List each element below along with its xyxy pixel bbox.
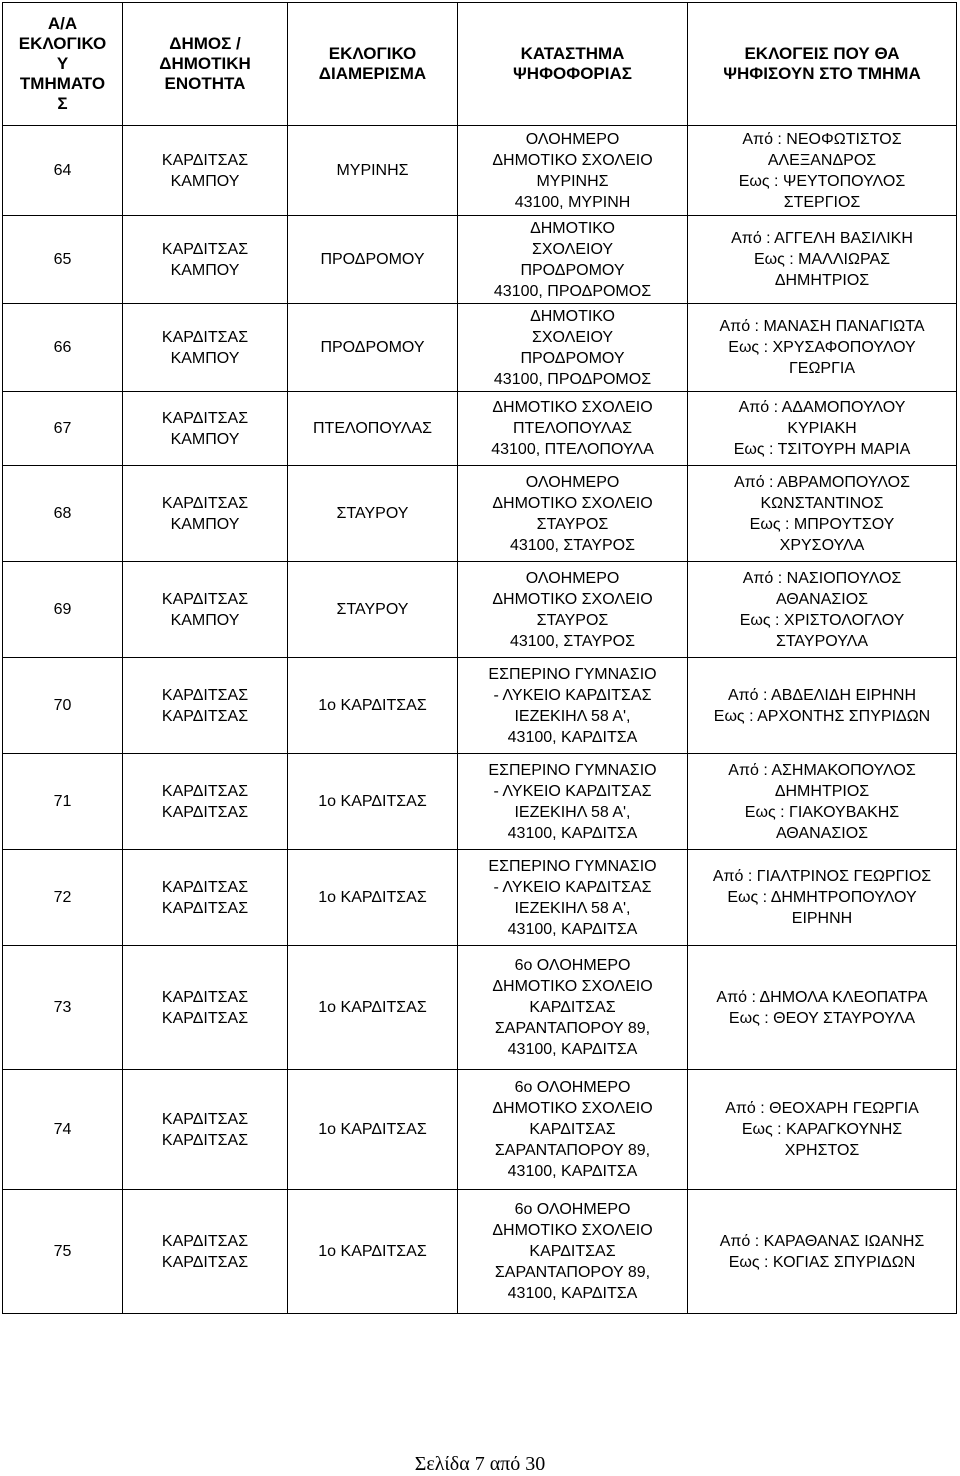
municipality-cell-line: ΚΑΡΔΙΤΣΑΣ: [161, 988, 249, 1006]
polling-station-cell: [458, 562, 688, 658]
electoral-district-cell-line: ΠΤΕΛΟΠΟΥΛΑΣ: [312, 420, 432, 437]
voters-range-cell-line: Εως : ΚΑΡΑΓΚΟΥΝΗΣ: [741, 1121, 903, 1138]
voters-range-cell-line: Από : ΑΒΔΕΛΙΔΗ ΕΙΡΗΝΗ: [727, 686, 917, 704]
header-text-line: ΨΗΦΟΦΟΡΙΑΣ: [513, 64, 632, 83]
municipality-cell-line: ΚΑΜΠΟΥ: [170, 349, 240, 367]
voters-range-cell-line: Εως : ΤΣΙΤΟΥΡΗ ΜΑΡΙΑ: [733, 441, 911, 458]
municipality-cell-line: ΚΑΡΔΙΤΣΑΣ: [161, 494, 249, 512]
electoral-district-cell-line: 1ο ΚΑΡΔΙΤΣΑΣ: [318, 793, 427, 810]
electoral-district-cell: [288, 1190, 458, 1314]
electoral-district-cell: [288, 658, 458, 754]
header-text-line: ΔΗΜΟΣ /: [169, 34, 241, 53]
voters-range-cell-line: Από : ΑΣΗΜΑΚΟΠΟΥΛΟΣ: [728, 761, 916, 779]
polling-station-cell: [458, 216, 688, 304]
polling-stations-table-wrapper: [2, 2, 956, 1314]
polling-station-cell-line: 6ο ΟΛΟΗΜΕΡΟ: [514, 1201, 631, 1218]
municipality-cell: [123, 304, 288, 392]
electoral-district-cell: [288, 754, 458, 850]
polling-station-cell-line: ΙΕΖΕΚΙΗΛ 58 Α',: [514, 899, 631, 917]
header-text-line: ΚΑΤΑΣΤΗΜΑ: [520, 44, 625, 63]
electoral-district-cell-line: ΣΤΑΥΡΟΥ: [336, 601, 409, 618]
municipality-cell-line: ΚΑΡΔΙΤΣΑΣ: [161, 686, 249, 704]
polling-station-cell-line: ΕΣΠΕΡΙΝΟ ΓΥΜΝΑΣΙΟ: [488, 665, 657, 683]
voters-range-cell-line: Από : ΑΒΡΑΜΟΠΟΥΛΟΣ: [734, 473, 910, 491]
polling-station-cell-line: 43100, ΜΥΡΙΝΗ: [514, 193, 631, 211]
polling-station-cell-line: 43100, ΚΑΡΔΙΤΣΑ: [507, 728, 638, 746]
header-text-line: ΨΗΦΙΣΟΥΝ ΣΤΟ ΤΜΗΜΑ: [723, 64, 921, 83]
polling-station-cell-line: ΚΑΡΔΙΤΣΑΣ: [529, 999, 616, 1016]
table-row: [3, 658, 957, 754]
table-row: [3, 1070, 957, 1190]
header-electoral-district: [288, 3, 458, 126]
municipality-cell-line: ΚΑΡΔΙΤΣΑΣ: [161, 782, 249, 800]
polling-station-cell-line: ΙΕΖΕΚΙΗΛ 58 Α',: [514, 707, 631, 725]
section-number-cell: [3, 946, 123, 1070]
section-number-cell-text: 75: [53, 1243, 72, 1260]
polling-station-cell-line: 6ο ΟΛΟΗΜΕΡΟ: [514, 1079, 631, 1096]
voters-range-cell-line: ΣΤΕΡΓΙΟΣ: [783, 193, 861, 211]
municipality-cell-line: ΚΑΡΔΙΤΣΑΣ: [161, 409, 249, 427]
electoral-district-cell: [288, 946, 458, 1070]
header-polling-station: [458, 3, 688, 126]
section-number-cell: [3, 1070, 123, 1190]
voters-range-cell: [688, 466, 957, 562]
polling-station-cell: [458, 304, 688, 392]
polling-station-cell: [458, 466, 688, 562]
voters-range-cell: [688, 850, 957, 946]
polling-station-cell-line: ΠΡΟΔΡΟΜΟΥ: [520, 261, 625, 279]
voters-range-cell-line: Από : ΚΑΡΑΘΑΝΑΣ ΙΩΑΝΗΣ: [719, 1232, 925, 1250]
table-row: [3, 754, 957, 850]
table-row: [3, 466, 957, 562]
polling-station-cell-line: - ΛΥΚΕΙΟ ΚΑΡΔΙΤΣΑΣ: [493, 782, 652, 800]
polling-station-cell-line: ΔΗΜΟΤΙΚΟ: [530, 307, 615, 325]
header-text-line: Υ: [56, 54, 69, 73]
municipality-cell: [123, 562, 288, 658]
voters-range-cell-line: Από : ΔΗΜΟΛΑ ΚΛΕΟΠΑΤΡΑ: [716, 988, 928, 1006]
section-number-cell: [3, 562, 123, 658]
section-number-cell: [3, 216, 123, 304]
municipality-cell-line: ΚΑΜΠΟΥ: [170, 430, 240, 448]
voters-range-cell-line: ΧΡΗΣΤΟΣ: [784, 1142, 860, 1159]
polling-station-cell-line: ΚΑΡΔΙΤΣΑΣ: [529, 1121, 616, 1138]
polling-station-cell-line: ΜΥΡΙΝΗΣ: [536, 172, 609, 190]
polling-station-cell-line: ΙΕΖΕΚΙΗΛ 58 Α',: [514, 803, 631, 821]
header-text-line: ΔΗΜΟΤΙΚΗ: [159, 54, 251, 73]
voters-range-cell-line: Εως : ΔΗΜΗΤΡΟΠΟΥΛΟΥ: [727, 889, 917, 906]
polling-station-cell: [458, 392, 688, 466]
voters-range-cell: [688, 1190, 957, 1314]
voters-range-cell-line: Εως : ΧΡΙΣΤΟΛΟΓΛΟΥ: [739, 611, 905, 629]
polling-station-cell-line: ΔΗΜΟΤΙΚΟ ΣΧΟΛΕΙΟ: [492, 399, 653, 416]
voters-range-cell-line: Από : ΘΕΟΧΑΡΗ ΓΕΩΡΓΙΑ: [725, 1100, 919, 1117]
polling-station-cell-line: 6ο ΟΛΟΗΜΕΡΟ: [514, 957, 631, 974]
municipality-cell-line: ΚΑΡΔΙΤΣΑΣ: [161, 151, 249, 169]
polling-station-cell-line: ΔΗΜΟΤΙΚΟ: [530, 219, 615, 237]
polling-station-cell-line: ΣΤΑΥΡΟΣ: [536, 611, 609, 629]
municipality-cell-line: ΚΑΡΔΙΤΣΑΣ: [161, 803, 249, 821]
voters-range-cell-line: ΑΘΑΝΑΣΙΟΣ: [775, 590, 869, 608]
voters-range-cell-line: Από : ΝΑΣΙΟΠΟΥΛΟΣ: [742, 569, 902, 587]
polling-station-cell-line: 43100, ΠΡΟΔΡΟΜΟΣ: [493, 370, 652, 388]
header-text-line: ΤΜΗΜΑΤΟ: [19, 74, 106, 93]
electoral-district-cell: [288, 466, 458, 562]
header-section-number: [3, 3, 123, 126]
electoral-district-cell-line: 1ο ΚΑΡΔΙΤΣΑΣ: [318, 697, 427, 714]
municipality-cell: [123, 216, 288, 304]
municipality-cell-line: ΚΑΡΔΙΤΣΑΣ: [161, 1232, 249, 1250]
section-number-cell-text: 69: [53, 601, 72, 618]
table-row: [3, 126, 957, 216]
electoral-district-cell: [288, 850, 458, 946]
voters-range-cell-line: Εως : ΨΕΥΤΟΠΟΥΛΟΣ: [738, 172, 906, 190]
municipality-cell: [123, 1070, 288, 1190]
table-row: [3, 392, 957, 466]
polling-station-cell: [458, 658, 688, 754]
table-body: [3, 126, 957, 1314]
polling-station-cell-line: ΣΑΡΑΝΤΑΠΟΡΟΥ 89,: [494, 1020, 651, 1037]
section-number-cell: [3, 392, 123, 466]
polling-station-cell-line: 43100, ΚΑΡΔΙΤΣΑ: [507, 1041, 638, 1058]
municipality-cell-line: ΚΑΡΔΙΤΣΑΣ: [161, 878, 249, 896]
section-number-cell: [3, 466, 123, 562]
polling-station-cell-line: 43100, ΠΡΟΔΡΟΜΟΣ: [493, 282, 652, 300]
polling-station-cell-line: ΣΤΑΥΡΟΣ: [536, 515, 609, 533]
header-text-line: Σ: [57, 94, 68, 113]
polling-station-cell-line: ΔΗΜΟΤΙΚΟ ΣΧΟΛΕΙΟ: [492, 494, 653, 512]
municipality-cell-line: ΚΑΡΔΙΤΣΑΣ: [161, 899, 249, 917]
section-number-cell-text: 67: [53, 420, 72, 437]
polling-stations-table: [2, 2, 957, 1314]
section-number-cell-text: 70: [53, 697, 72, 714]
municipality-cell: [123, 658, 288, 754]
page-number-label: Σελίδα 7 από 30: [414, 1453, 546, 1475]
section-number-cell-text: 72: [53, 889, 72, 906]
polling-station-cell: [458, 1190, 688, 1314]
section-number-cell: [3, 754, 123, 850]
polling-station-cell-line: ΔΗΜΟΤΙΚΟ ΣΧΟΛΕΙΟ: [492, 590, 653, 608]
voters-range-cell-line: Εως : ΘΕΟΥ ΣΤΑΥΡΟΥΛΑ: [728, 1009, 916, 1027]
polling-station-cell: [458, 1070, 688, 1190]
header-text-line: ΕΝΟΤΗΤΑ: [164, 74, 246, 93]
polling-station-cell-line: 43100, ΚΑΡΔΙΤΣΑ: [507, 1285, 638, 1302]
municipality-cell: [123, 392, 288, 466]
table-row: [3, 946, 957, 1070]
polling-station-cell-line: ΔΗΜΟΤΙΚΟ ΣΧΟΛΕΙΟ: [492, 1100, 653, 1117]
municipality-cell: [123, 946, 288, 1070]
polling-station-cell-line: 43100, ΠΤΕΛΟΠΟΥΛΑ: [491, 441, 654, 458]
header-text-line: Α/Α: [47, 14, 78, 33]
header-text-line: ΕΚΛΟΓΕΙΣ ΠΟΥ ΘΑ: [744, 44, 900, 63]
polling-station-cell-line: ΟΛΟΗΜΕΡΟ: [525, 569, 620, 587]
polling-station-cell: [458, 754, 688, 850]
table-row: [3, 850, 957, 946]
voters-range-cell-line: Από : ΑΓΓΕΛΗ ΒΑΣΙΛΙΚΗ: [731, 230, 913, 247]
polling-station-cell-line: ΕΣΠΕΡΙΝΟ ΓΥΜΝΑΣΙΟ: [488, 857, 657, 875]
municipality-cell: [123, 466, 288, 562]
polling-station-cell-line: ΣΧΟΛΕΙΟΥ: [531, 328, 614, 346]
voters-range-cell-line: Εως : ΜΠΡΟΥΤΣΟΥ: [749, 515, 895, 533]
voters-range-cell: [688, 562, 957, 658]
voters-range-cell-line: Από : ΝΕΟΦΩΤΙΣΤΟΣ: [742, 130, 902, 148]
voters-range-cell-line: ΕΙΡΗΝΗ: [791, 910, 853, 927]
electoral-district-cell-line: ΜΥΡΙΝΗΣ: [336, 162, 409, 179]
voters-range-cell-line: ΑΛΕΞΑΝΔΡΟΣ: [767, 151, 877, 169]
voters-range-cell-line: ΔΗΜΗΤΡΙΟΣ: [774, 272, 870, 289]
polling-station-cell-line: 43100, ΣΤΑΥΡΟΣ: [509, 632, 636, 650]
voters-range-cell: [688, 216, 957, 304]
municipality-cell: [123, 126, 288, 216]
municipality-cell: [123, 754, 288, 850]
section-number-cell-text: 64: [53, 162, 72, 179]
polling-station-cell-line: - ΛΥΚΕΙΟ ΚΑΡΔΙΤΣΑΣ: [493, 878, 652, 896]
section-number-cell: [3, 304, 123, 392]
section-number-cell: [3, 850, 123, 946]
voters-range-cell-line: Εως : ΧΡΥΣΑΦΟΠΟΥΛΟΥ: [728, 339, 916, 356]
electoral-district-cell: [288, 216, 458, 304]
header-municipality: [123, 3, 288, 126]
table-row: [3, 1190, 957, 1314]
electoral-district-cell: [288, 392, 458, 466]
polling-station-cell-line: ΠΡΟΔΡΟΜΟΥ: [520, 349, 625, 367]
voters-range-cell-line: Εως : ΚΟΓΙΑΣ ΣΠΥΡΙΔΩΝ: [728, 1253, 916, 1271]
polling-station-cell: [458, 850, 688, 946]
header-row: [3, 3, 957, 126]
polling-station-cell-line: - ΛΥΚΕΙΟ ΚΑΡΔΙΤΣΑΣ: [493, 686, 652, 704]
voters-range-cell-line: Από : ΜΑΝΑΣΗ ΠΑΝΑΓΙΩΤΑ: [719, 318, 925, 335]
voters-range-cell: [688, 658, 957, 754]
table-header: [3, 3, 957, 126]
polling-station-cell-line: ΕΣΠΕΡΙΝΟ ΓΥΜΝΑΣΙΟ: [488, 761, 657, 779]
polling-station-cell-line: ΚΑΡΔΙΤΣΑΣ: [529, 1243, 616, 1260]
polling-station-cell-line: ΔΗΜΟΤΙΚΟ ΣΧΟΛΕΙΟ: [492, 1222, 653, 1239]
municipality-cell-line: ΚΑΡΔΙΤΣΑΣ: [161, 1253, 249, 1271]
electoral-district-cell-line: ΣΤΑΥΡΟΥ: [336, 505, 409, 522]
municipality-cell-line: ΚΑΡΔΙΤΣΑΣ: [161, 590, 249, 608]
electoral-district-cell: [288, 126, 458, 216]
table-row: [3, 216, 957, 304]
voters-range-cell: [688, 754, 957, 850]
polling-station-cell-line: ΟΛΟΗΜΕΡΟ: [525, 473, 620, 491]
polling-station-cell-line: ΣΧΟΛΕΙΟΥ: [531, 240, 614, 258]
polling-station-cell-line: ΟΛΟΗΜΕΡΟ: [525, 130, 620, 148]
polling-station-cell-line: 43100, ΣΤΑΥΡΟΣ: [509, 536, 636, 554]
header-text-line: ΔΙΑΜΕΡΙΣΜΑ: [318, 64, 427, 83]
section-number-cell: [3, 1190, 123, 1314]
municipality-cell: [123, 850, 288, 946]
polling-station-cell: [458, 946, 688, 1070]
polling-station-cell: [458, 126, 688, 216]
polling-station-cell-line: ΣΑΡΑΝΤΑΠΟΡΟΥ 89,: [494, 1142, 651, 1159]
voters-range-cell: [688, 126, 957, 216]
electoral-district-cell-line: 1ο ΚΑΡΔΙΤΣΑΣ: [318, 999, 427, 1016]
section-number-cell-text: 66: [53, 339, 72, 356]
polling-station-cell-line: ΔΗΜΟΤΙΚΟ ΣΧΟΛΕΙΟ: [492, 151, 653, 169]
polling-station-cell-line: ΣΑΡΑΝΤΑΠΟΡΟΥ 89,: [494, 1264, 651, 1281]
header-voters: [688, 3, 957, 126]
electoral-district-cell: [288, 304, 458, 392]
municipality-cell-line: ΚΑΡΔΙΤΣΑΣ: [161, 1131, 249, 1149]
header-text-line: ΕΚΛΟΓΙΚΟ: [328, 44, 417, 63]
voters-range-cell-line: ΚΩΝΣΤΑΝΤΙΝΟΣ: [760, 494, 884, 512]
polling-station-cell-line: 43100, ΚΑΡΔΙΤΣΑ: [507, 1163, 638, 1180]
municipality-cell-line: ΚΑΜΠΟΥ: [170, 261, 240, 279]
voters-range-cell-line: ΓΕΩΡΓΙΑ: [788, 360, 856, 377]
voters-range-cell-line: ΑΘΑΝΑΣΙΟΣ: [775, 824, 869, 842]
section-number-cell-text: 68: [53, 505, 72, 522]
electoral-district-cell-line: 1ο ΚΑΡΔΙΤΣΑΣ: [318, 1121, 427, 1138]
polling-station-cell-line: 43100, ΚΑΡΔΙΤΣΑ: [507, 824, 638, 842]
municipality-cell: [123, 1190, 288, 1314]
polling-station-cell-line: ΠΤΕΛΟΠΟΥΛΑΣ: [512, 420, 632, 437]
section-number-cell: [3, 126, 123, 216]
municipality-cell-line: ΚΑΜΠΟΥ: [170, 515, 240, 533]
municipality-cell-line: ΚΑΜΠΟΥ: [170, 172, 240, 190]
section-number-cell-text: 71: [53, 793, 72, 810]
polling-station-cell-line: 43100, ΚΑΡΔΙΤΣΑ: [507, 920, 638, 938]
section-number-cell-text: 74: [53, 1121, 72, 1138]
municipality-cell-line: ΚΑΡΔΙΤΣΑΣ: [161, 707, 249, 725]
header-text-line: ΕΚΛΟΓΙΚΟ: [18, 34, 107, 53]
electoral-district-cell-line: 1ο ΚΑΡΔΙΤΣΑΣ: [318, 889, 427, 906]
table-row: [3, 562, 957, 658]
polling-station-cell-line: ΔΗΜΟΤΙΚΟ ΣΧΟΛΕΙΟ: [492, 978, 653, 995]
municipality-cell-line: ΚΑΜΠΟΥ: [170, 611, 240, 629]
section-number-cell: [3, 658, 123, 754]
voters-range-cell-line: Εως : ΜΑΛΛΙΩΡΑΣ: [753, 251, 891, 268]
voters-range-cell-line: ΚΥΡΙΑΚΗ: [787, 420, 857, 437]
page-footer: [0, 1453, 960, 1475]
electoral-district-cell: [288, 562, 458, 658]
voters-range-cell-line: Από : ΑΔΑΜΟΠΟΥΛΟΥ: [738, 399, 906, 416]
municipality-cell-line: ΚΑΡΔΙΤΣΑΣ: [161, 328, 249, 346]
voters-range-cell: [688, 304, 957, 392]
voters-range-cell-line: Εως : ΓΙΑΚΟΥΒΑΚΗΣ: [744, 803, 900, 821]
section-number-cell-text: 65: [53, 251, 72, 268]
municipality-cell-line: ΚΑΡΔΙΤΣΑΣ: [161, 240, 249, 258]
voters-range-cell-line: Από : ΓΙΑΛΤΡΙΝΟΣ ΓΕΩΡΓΙΟΣ: [712, 868, 932, 885]
voters-range-cell-line: Εως : ΑΡΧΟΝΤΗΣ ΣΠΥΡΙΔΩΝ: [713, 707, 931, 725]
voters-range-cell: [688, 392, 957, 466]
electoral-district-cell-line: ΠΡΟΔΡΟΜΟΥ: [320, 339, 425, 356]
voters-range-cell: [688, 946, 957, 1070]
electoral-district-cell-line: ΠΡΟΔΡΟΜΟΥ: [320, 251, 425, 268]
electoral-district-cell: [288, 1070, 458, 1190]
voters-range-cell: [688, 1070, 957, 1190]
voters-range-cell-line: ΣΤΑΥΡΟΥΛΑ: [775, 632, 869, 650]
municipality-cell-line: ΚΑΡΔΙΤΣΑΣ: [161, 1009, 249, 1027]
table-row: [3, 304, 957, 392]
electoral-district-cell-line: 1ο ΚΑΡΔΙΤΣΑΣ: [318, 1243, 427, 1260]
voters-range-cell-line: ΧΡΥΣΟΥΛΑ: [779, 536, 865, 554]
section-number-cell-text: 73: [53, 999, 72, 1016]
voters-range-cell-line: ΔΗΜΗΤΡΙΟΣ: [774, 782, 870, 800]
municipality-cell-line: ΚΑΡΔΙΤΣΑΣ: [161, 1110, 249, 1128]
